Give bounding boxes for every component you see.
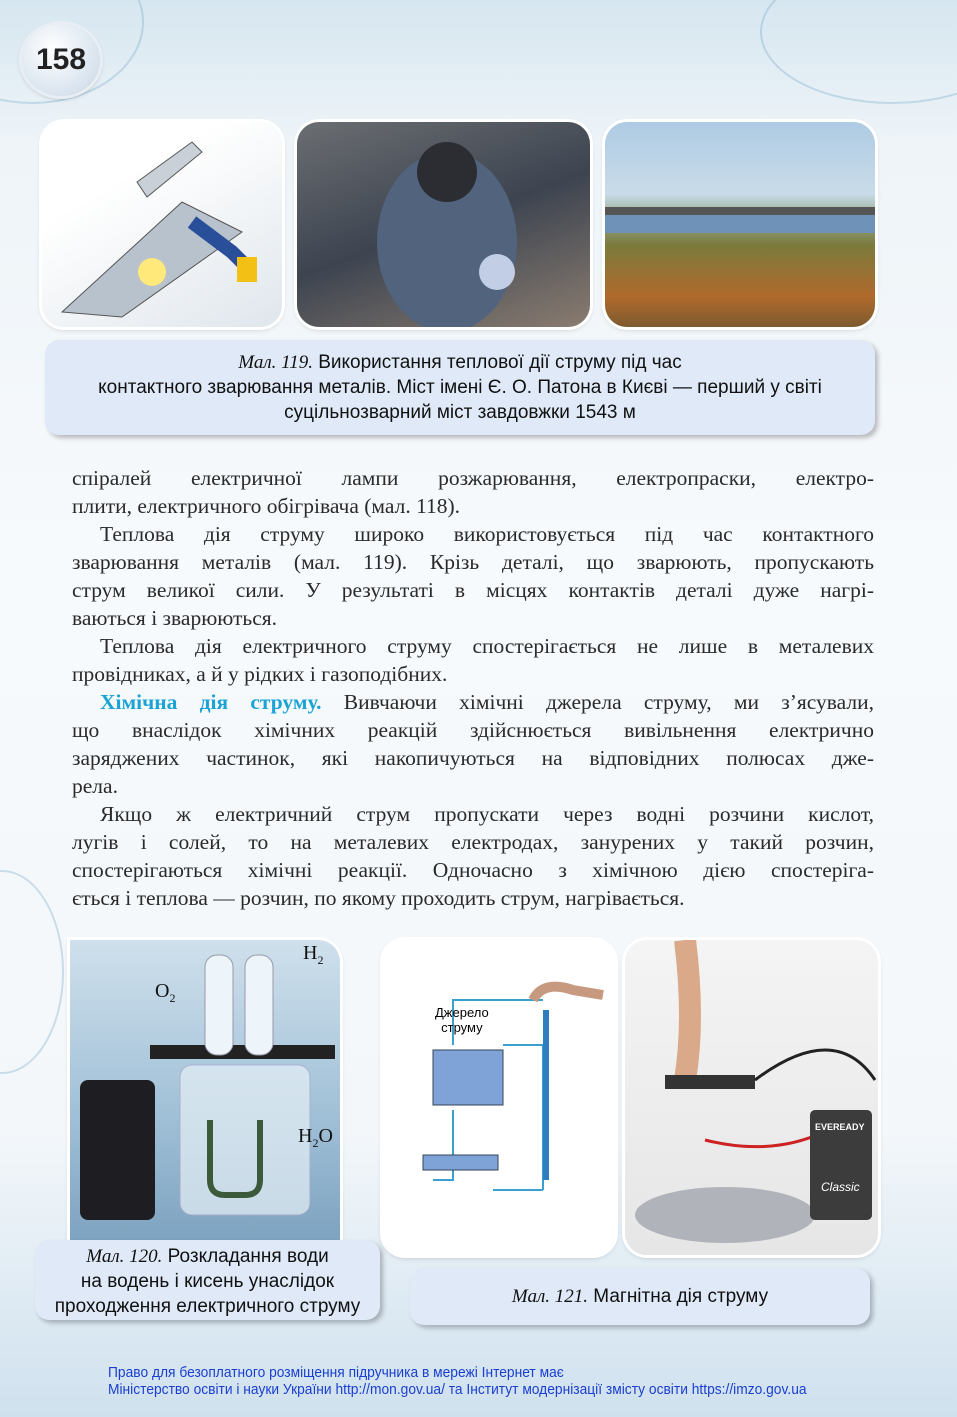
- body-text: [72, 464, 874, 912]
- text-line: Теплова дія струму широко використовується під час контактного: [100, 522, 874, 546]
- magnetic-circuit-diagram: [383, 940, 615, 1255]
- electrolysis-photo: [70, 940, 340, 1240]
- power-source-label: Джерело струму: [435, 1005, 489, 1035]
- text-line: спіралей електричної лампи розжарювання, електропраски, електро-: [72, 466, 874, 490]
- text-line: спостерігаються хімічні реакції. Одночасно з хімічною дією спостеріга-: [72, 858, 874, 882]
- caption-label: Мал. 120.: [86, 1246, 163, 1267]
- text-line: зварювання металів (мал. 119). Крізь деталі, що зварюють, пропускають: [72, 550, 874, 574]
- welder-photo: [297, 122, 590, 327]
- text-line: заряджених частинок, які накопичуються на відповідних полюсах дже-: [72, 746, 874, 770]
- text-line: лугів і солей, то на металевих електродах, занурених у такий розчин,: [72, 830, 874, 854]
- o2-label: $O_2$: [155, 980, 176, 1005]
- caption-text: Магнітна дія струму: [593, 1286, 769, 1307]
- text-line: що внаслідок хімічних реакцій здійснюється вивільнення електрично: [72, 718, 874, 742]
- decorative-orbit: [0, 870, 64, 1074]
- text-line: струм великої сили. У результаті в місцях контактів деталі дуже нагрі-: [72, 578, 874, 602]
- text-span: Вивчаючи хімічні джерела струму, ми з’ясували,: [343, 690, 874, 714]
- page-number: 158: [22, 24, 100, 96]
- text-line: Якщо ж електричний струм пропускати через водні розчини кислот,: [100, 802, 874, 826]
- text-line: [72, 688, 874, 716]
- h2o-label: $H_2O$: [298, 1125, 333, 1150]
- battery-brand: EVEREADY: [815, 1122, 865, 1132]
- battery-model: Classic: [821, 1180, 860, 1194]
- h2-label: $H_2$: [303, 942, 324, 967]
- electromagnet-photo: [625, 940, 878, 1255]
- caption-text: Використання теплової дії струму під час: [318, 352, 682, 373]
- text-line: плити, електричного обігрівача (мал. 118).: [72, 494, 461, 518]
- figure-120-caption: [35, 1240, 380, 1320]
- caption-label: Мал. 119.: [238, 352, 313, 373]
- text-line: провідниках, а й у рідких і газоподібних.: [72, 662, 448, 686]
- text-line: ваються і зварюються.: [72, 606, 278, 630]
- text-line: ється і теплова — розчин, по якому проходить струм, нагрівається.: [72, 886, 685, 910]
- caption-text: суцільнозварний міст завдовжки 1543 м: [284, 402, 636, 423]
- welding-illustration: [42, 122, 282, 327]
- decorative-orbit: [760, 0, 957, 104]
- text-line: рела.: [72, 774, 118, 798]
- caption-text: контактного зварювання металів. Міст імені Є. О. Патона в Києві — перший у світі: [98, 377, 822, 398]
- paton-bridge-photo: [605, 122, 875, 327]
- figure-121-caption: [410, 1268, 870, 1325]
- footer-line: Право для безоплатного розміщення підручника в мережі Інтернет має: [108, 1364, 564, 1381]
- text-line: Теплова дія електричного струму спостерігається не лише в металевих: [100, 634, 874, 658]
- caption-text: проходження електричного струму: [54, 1296, 361, 1317]
- caption-text: Розкладання води: [167, 1246, 329, 1267]
- caption-text: на водень і кисень унаслідок: [80, 1271, 335, 1292]
- figure-119-caption: [45, 340, 875, 435]
- section-heading: Хімічна дія струму.: [100, 690, 322, 714]
- footer-line: Міністерство освіти і науки України http://mon.gov.ua/ та Інститут модернізації змісту освіти https://imzo.gov.ua: [108, 1381, 807, 1398]
- caption-label: Мал. 121.: [511, 1286, 588, 1307]
- copyright-footer: [108, 1364, 807, 1398]
